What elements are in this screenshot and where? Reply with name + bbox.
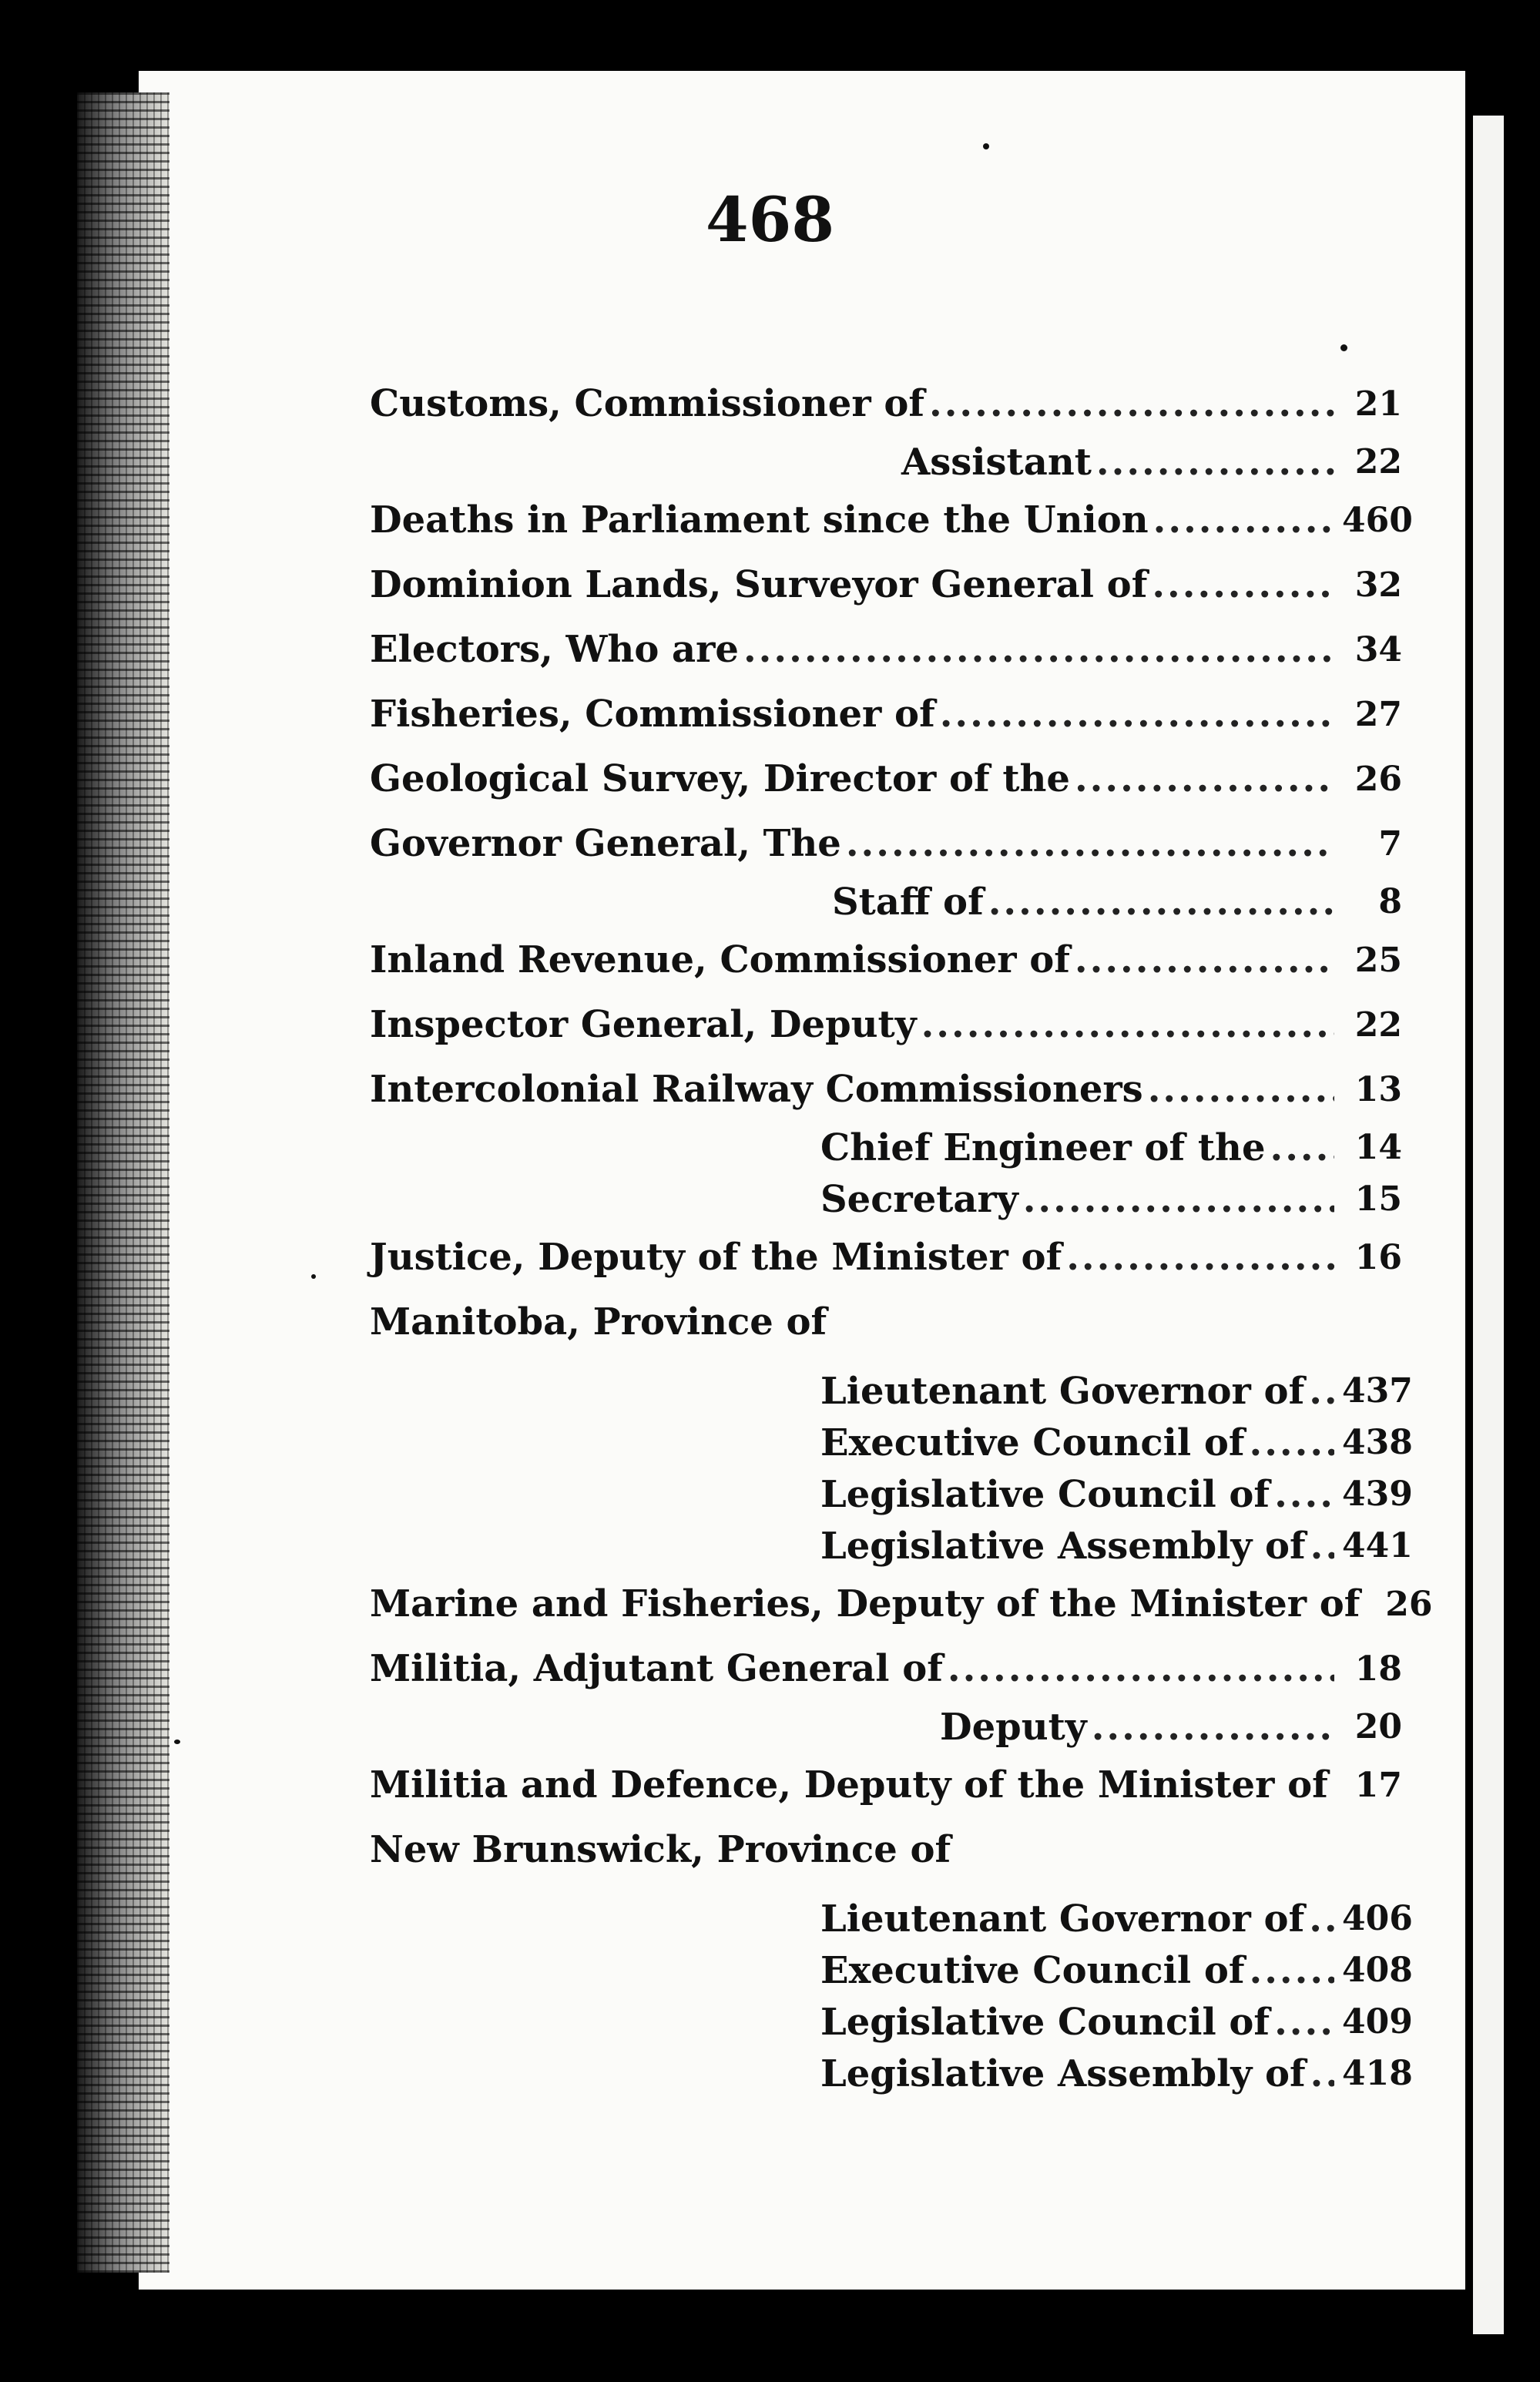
index-entry xyxy=(370,1701,1402,1753)
index-entry xyxy=(370,876,1402,928)
entry-label: Manitoba, Province of xyxy=(370,1300,827,1344)
leader-dots xyxy=(1309,1370,1334,1413)
index-entry xyxy=(370,811,1402,876)
index-entry xyxy=(370,1290,1402,1354)
entry-label: Legislative Assembly of xyxy=(820,1524,1306,1568)
entry-label: Executive Council of xyxy=(820,1421,1245,1464)
index-entry xyxy=(370,1944,1413,1996)
entry-page-number: 17 xyxy=(1354,1765,1402,1805)
entry-page-number: 13 xyxy=(1354,1069,1402,1109)
ink-speck xyxy=(983,143,989,149)
index-entry xyxy=(370,928,1402,992)
leader-dots xyxy=(1333,1763,1334,1807)
entry-label: Lieutenant Governor of xyxy=(820,1897,1305,1941)
leader-dots xyxy=(1075,757,1334,800)
leader-dots xyxy=(1153,498,1334,542)
leader-dots xyxy=(1250,1421,1335,1464)
entry-page-number: 26 xyxy=(1385,1584,1433,1624)
leader-dots xyxy=(1309,1897,1334,1941)
page-right-edge xyxy=(1473,116,1504,2334)
leader-dots xyxy=(929,382,1334,425)
entry-label: Governor General, The xyxy=(370,822,841,865)
entry-page-number: 16 xyxy=(1354,1237,1402,1277)
leader-dots xyxy=(940,693,1334,736)
entry-page-number: 438 xyxy=(1342,1423,1413,1462)
entry-label: Militia, Adjutant General of xyxy=(370,1647,943,1690)
page-number: 468 xyxy=(706,183,834,256)
index-entry xyxy=(370,1173,1402,1225)
entry-page-number: 20 xyxy=(1354,1707,1402,1746)
index-entry xyxy=(370,1057,1402,1122)
leader-dots xyxy=(1066,1236,1334,1279)
entry-label: Legislative Council of xyxy=(820,2000,1270,2044)
index-entry xyxy=(370,1753,1402,1817)
entry-label: Secretary xyxy=(820,1177,1018,1221)
index-entry xyxy=(370,371,1402,436)
index-entry xyxy=(370,746,1402,811)
entry-label: Fisheries, Commissioner of xyxy=(370,693,935,736)
entry-label: Militia and Defence, Deputy of the Minister of xyxy=(370,1763,1328,1807)
leader-dots xyxy=(1023,1178,1334,1221)
leader-dots xyxy=(1274,2001,1334,2044)
index-entry xyxy=(370,1996,1413,2048)
leader-dots xyxy=(988,881,1334,924)
leader-dots xyxy=(1152,563,1334,606)
index-entry xyxy=(370,1225,1402,1290)
entry-label: Geological Survey, Director of the xyxy=(370,757,1070,800)
leader-dots xyxy=(1096,441,1334,484)
leader-dots xyxy=(948,1647,1334,1690)
entry-page-number: 27 xyxy=(1354,694,1402,734)
index-entry xyxy=(370,488,1413,552)
ink-speck xyxy=(174,1740,180,1744)
index-entry xyxy=(370,1365,1413,1417)
entry-label: Assistant xyxy=(901,440,1092,484)
leader-dots xyxy=(1075,938,1334,981)
entry-page-number: 409 xyxy=(1342,2002,1413,2041)
leader-dots xyxy=(1310,2052,1334,2095)
entry-label: Deaths in Parliament since the Union xyxy=(370,498,1149,542)
ink-speck xyxy=(311,1274,316,1279)
entry-page-number: 21 xyxy=(1354,384,1402,424)
entry-page-number: 406 xyxy=(1342,1899,1413,1938)
leader-dots xyxy=(1250,1949,1335,1992)
entry-page-number: 22 xyxy=(1354,442,1402,481)
index-entry xyxy=(370,1122,1402,1173)
ink-speck xyxy=(1340,344,1347,351)
leader-dots xyxy=(846,822,1334,865)
entry-page-number: 441 xyxy=(1342,1526,1413,1565)
leader-dots xyxy=(1274,1473,1334,1516)
entry-label: Marine and Fisheries, Deputy of the Minister of xyxy=(370,1582,1361,1625)
entry-page-number: 22 xyxy=(1354,1005,1402,1045)
index-entry xyxy=(370,2048,1413,2099)
entry-label: Customs, Commissioner of xyxy=(370,382,924,425)
entry-page-number: 34 xyxy=(1354,629,1402,669)
page-edge-shadow xyxy=(77,92,169,2273)
entry-page-number: 14 xyxy=(1354,1128,1402,1167)
leader-dots xyxy=(1092,1706,1334,1749)
index-entry xyxy=(370,1520,1413,1572)
entry-label: Electors, Who are xyxy=(370,628,739,671)
entry-label: Dominion Lands, Surveyor General of xyxy=(370,563,1148,606)
entry-label: Staff of xyxy=(832,880,984,924)
entry-page-number: 418 xyxy=(1342,2054,1413,2093)
entry-label: Chief Engineer of the xyxy=(820,1126,1266,1169)
entry-label: Justice, Deputy of the Minister of xyxy=(370,1236,1062,1279)
entry-label: Inspector General, Deputy xyxy=(370,1003,917,1046)
index-entry xyxy=(370,1893,1413,1944)
entry-label: Deputy xyxy=(940,1705,1087,1749)
entry-page-number: 460 xyxy=(1342,500,1413,540)
entry-page-number: 32 xyxy=(1354,565,1402,605)
entry-label: Legislative Assembly of xyxy=(820,2052,1306,2095)
index-entry xyxy=(370,682,1402,746)
entry-label: New Brunswick, Province of xyxy=(370,1828,951,1871)
entry-page-number: 26 xyxy=(1354,759,1402,799)
leader-dots xyxy=(921,1003,1334,1046)
entry-page-number: 7 xyxy=(1378,824,1402,864)
entry-page-number: 15 xyxy=(1354,1179,1402,1219)
entry-page-number: 437 xyxy=(1342,1371,1413,1411)
index-entry xyxy=(370,1572,1433,1636)
entry-page-number: 25 xyxy=(1354,940,1402,980)
entry-label: Legislative Council of xyxy=(820,1472,1270,1516)
index-entry xyxy=(370,1817,1402,1882)
index-entry xyxy=(370,552,1402,617)
index-list xyxy=(370,371,1433,2099)
index-entry xyxy=(370,1417,1413,1468)
index-entry xyxy=(370,436,1402,488)
entry-label: Executive Council of xyxy=(820,1948,1245,1992)
leader-dots xyxy=(743,628,1334,671)
entry-page-number: 18 xyxy=(1354,1649,1402,1689)
entry-label: Lieutenant Governor of xyxy=(820,1369,1305,1413)
entry-label: Intercolonial Railway Commissioners xyxy=(370,1068,1143,1111)
leader-dots xyxy=(1270,1126,1334,1169)
entry-page-number: 8 xyxy=(1378,882,1402,921)
index-entry xyxy=(370,1636,1402,1701)
leader-dots xyxy=(1310,1525,1334,1568)
entry-label: Inland Revenue, Commissioner of xyxy=(370,938,1070,981)
index-entry xyxy=(370,1468,1413,1520)
leader-dots xyxy=(1148,1068,1334,1111)
index-entry xyxy=(370,992,1402,1057)
entry-page-number: 408 xyxy=(1342,1951,1413,1990)
index-entry xyxy=(370,617,1402,682)
entry-page-number: 439 xyxy=(1342,1474,1413,1514)
